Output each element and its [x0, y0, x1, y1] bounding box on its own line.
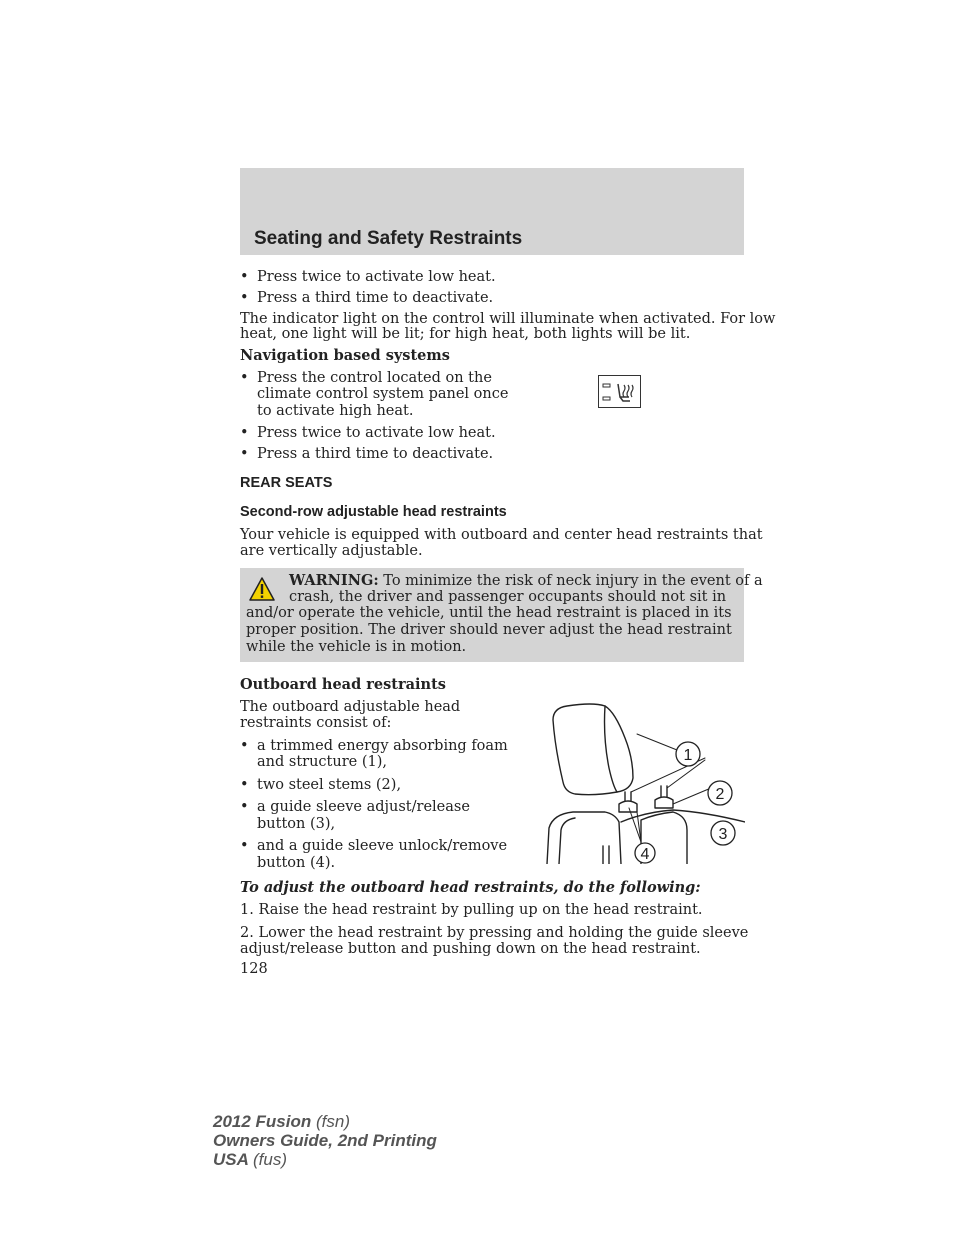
list-item-line: button (4).	[257, 855, 336, 871]
head-restraint-figure	[545, 698, 745, 864]
step-line: 2. Lower the head restraint by pressing and holding the guide sleeve	[240, 925, 749, 941]
callout-1	[676, 742, 700, 766]
second-row-paragraph-line: are vertically adjustable.	[240, 543, 423, 559]
section-header-band	[240, 168, 744, 255]
indicator-paragraph-line: The indicator light on the control will illuminate when activated. For low	[240, 311, 776, 327]
indicator-paragraph-line: heat, one light will be lit; for high heat, both lights will be lit.	[240, 326, 691, 342]
outboard-intro-line: The outboard adjustable head	[240, 699, 461, 715]
callout-2	[708, 781, 732, 805]
nav-heading: Navigation based systems	[240, 347, 450, 364]
second-row-heading: Second-row adjustable head restraints	[240, 504, 507, 520]
warning-line: proper position. The driver should never adjust the head restraint	[246, 622, 732, 638]
list-item-line: to activate high heat.	[257, 403, 414, 419]
section-title: Seating and Safety Restraints	[254, 228, 523, 249]
warning-line: WARNING: To minimize the risk of neck injury in the event of a	[289, 572, 763, 589]
head-restraint-illustration	[545, 698, 745, 864]
warning-line: while the vehicle is in motion.	[246, 639, 467, 655]
footer-line: Owners Guide, 2nd Printing	[213, 1131, 437, 1150]
document-footer	[213, 1112, 437, 1169]
page-number: 128	[240, 961, 268, 977]
warning-triangle-icon	[248, 576, 276, 602]
outboard-heading: Outboard head restraints	[240, 676, 446, 693]
svg-text:2: 2	[715, 786, 725, 803]
adjust-heading: To adjust the outboard head restraints, do the following:	[240, 879, 701, 896]
svg-text:3: 3	[718, 826, 728, 843]
rear-seats-heading: REAR SEATS	[240, 475, 333, 491]
warning-box	[240, 568, 763, 662]
footer-line: USA (fus)	[213, 1150, 287, 1169]
callout-3	[711, 821, 735, 845]
list-item-line: button (3),	[257, 816, 336, 832]
callout-4	[635, 843, 655, 863]
warning-label: WARNING:	[289, 572, 379, 589]
step-line: adjust/release button and pushing down on the head restraint.	[240, 941, 701, 957]
list-item-line: climate control system panel once	[257, 386, 509, 402]
heated-seat-icon	[598, 375, 641, 408]
warning-line: and/or operate the vehicle, until the head restraint is placed in its	[246, 605, 732, 621]
step-line: 1. Raise the head restraint by pulling up on the head restraint.	[240, 902, 703, 918]
list-item-line: and structure (1),	[257, 754, 387, 770]
warning-line: crash, the driver and passenger occupants should not sit in	[289, 589, 727, 605]
footer-line: 2012 Fusion (fsn)	[213, 1112, 350, 1131]
svg-text:4: 4	[640, 846, 650, 863]
outboard-intro-line: restraints consist of:	[240, 715, 392, 731]
second-row-paragraph-line: Your vehicle is equipped with outboard and center head restraints that	[240, 527, 763, 543]
svg-text:1: 1	[683, 747, 693, 764]
